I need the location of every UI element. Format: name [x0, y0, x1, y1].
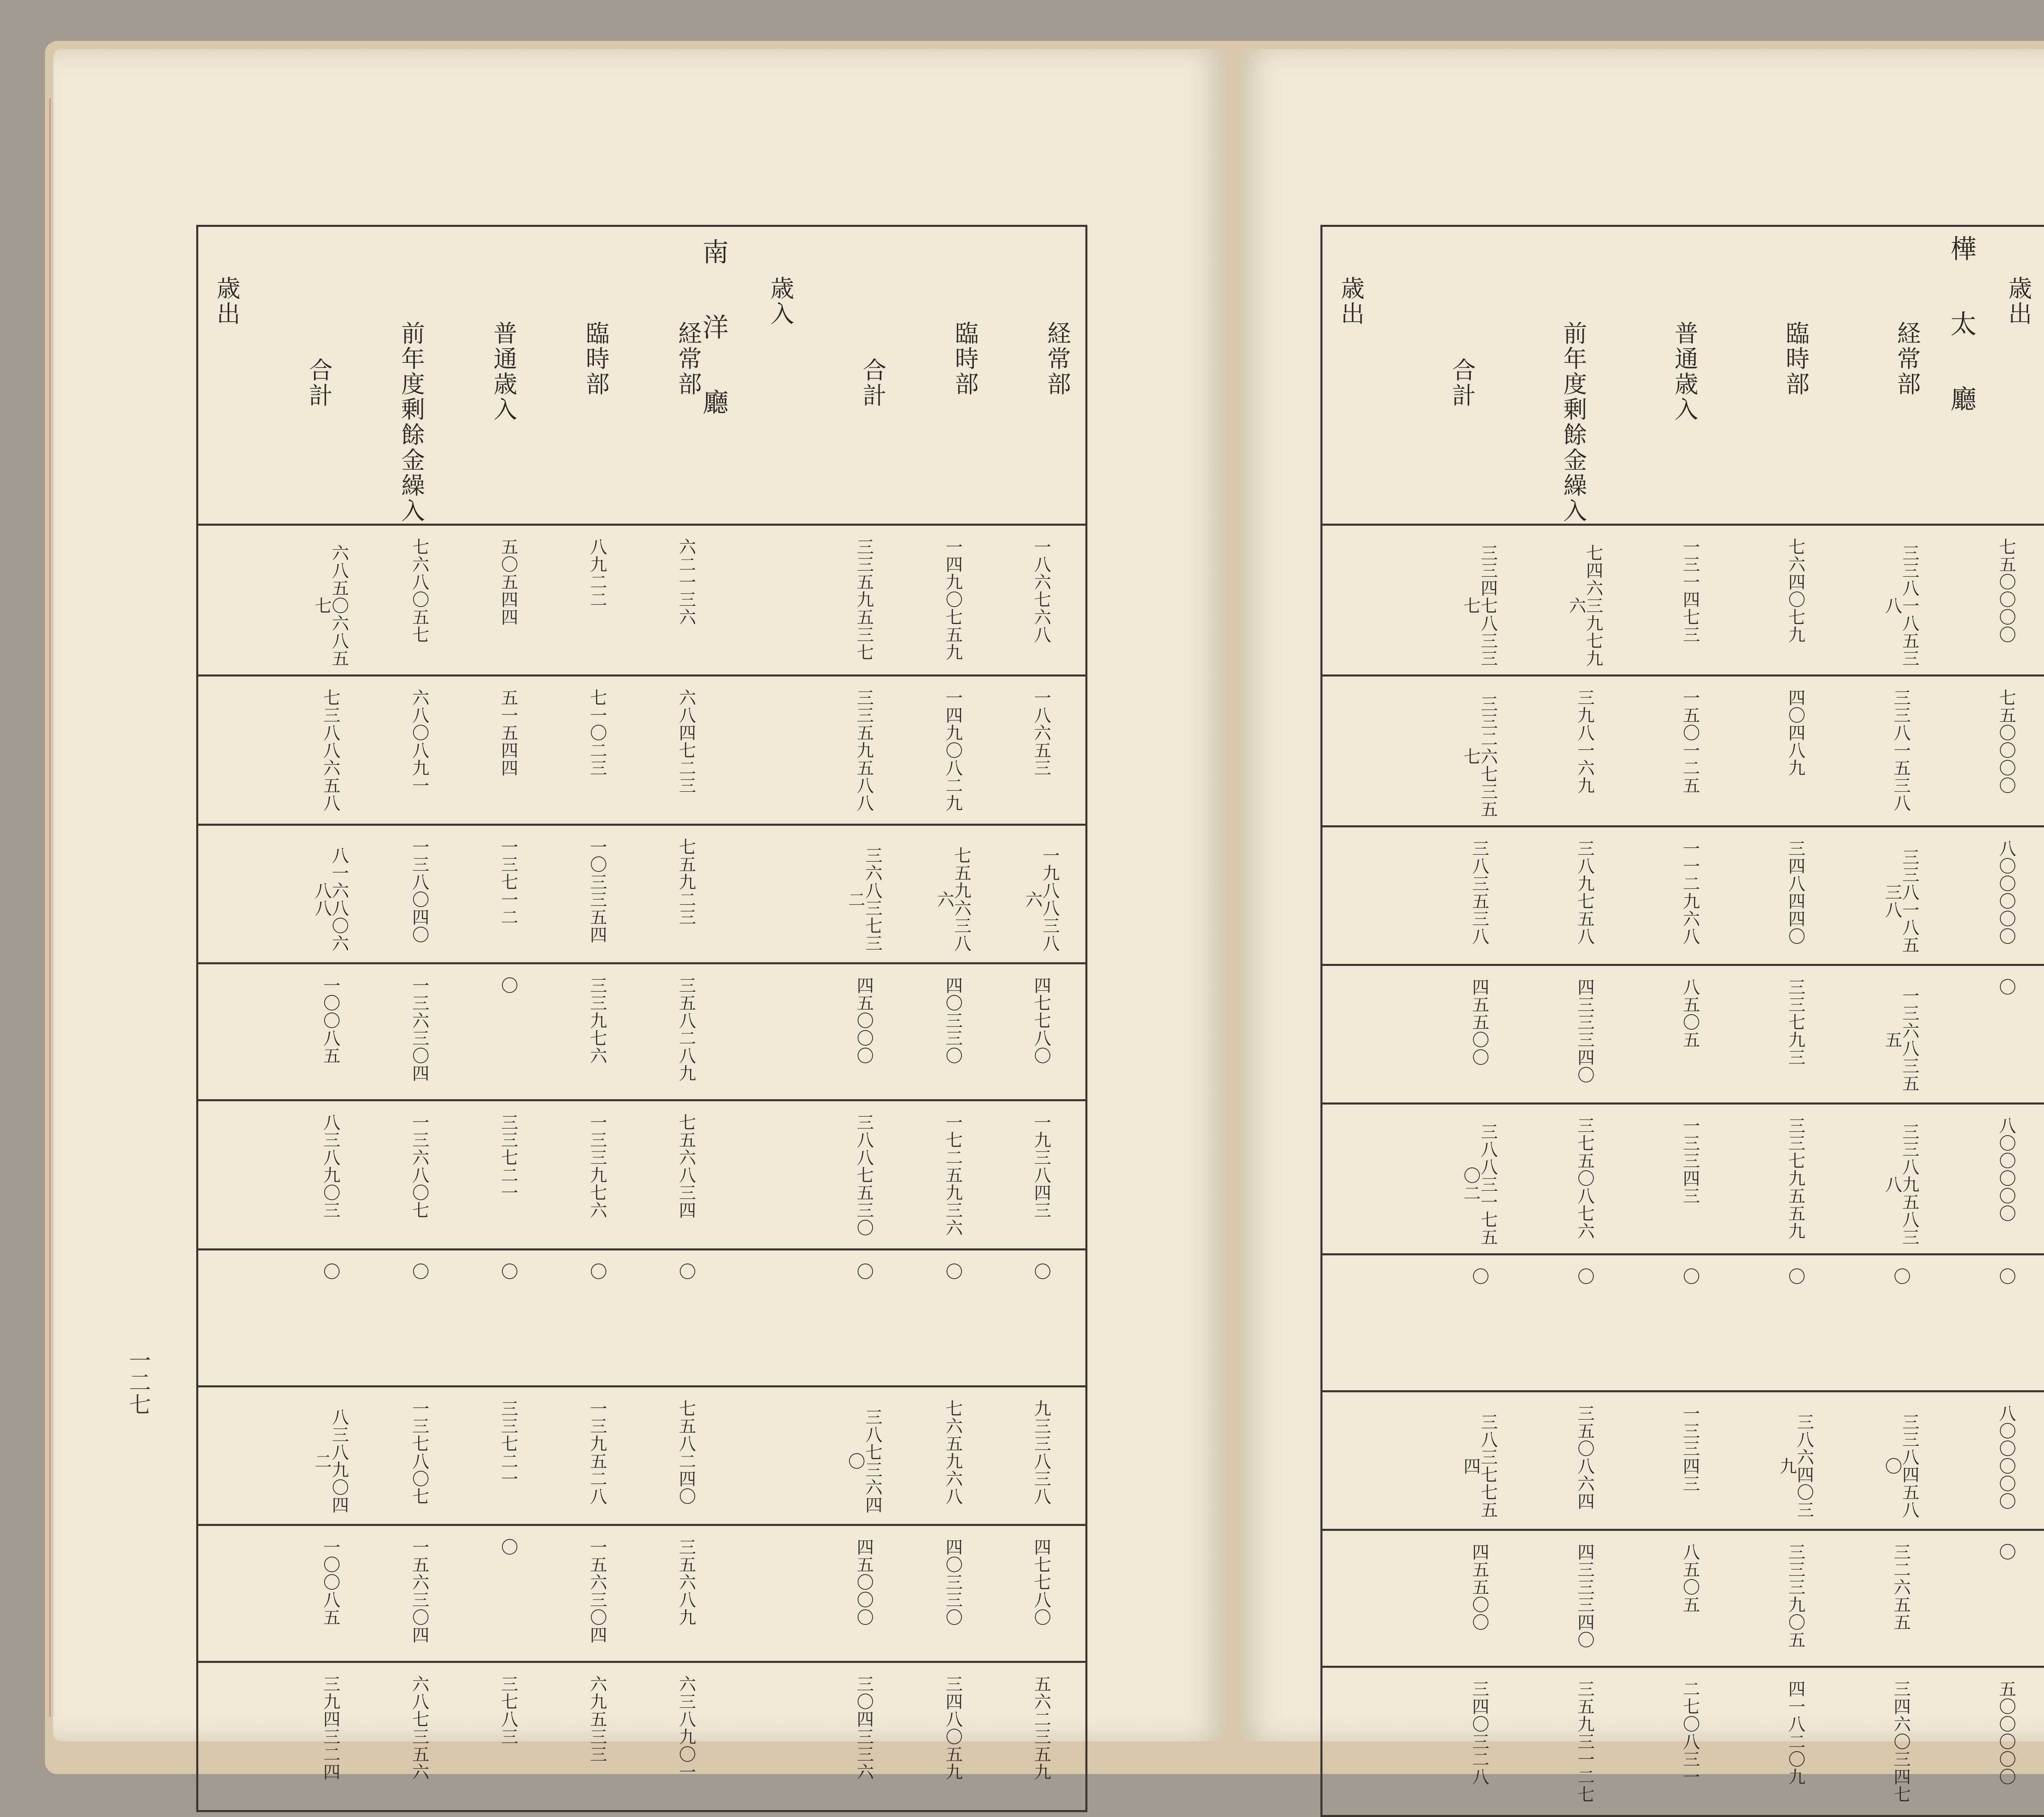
right-table-cell: 三三八四五八〇	[1884, 1405, 1918, 1527]
left-table-cell: 一四九〇七五九	[944, 538, 961, 661]
right-column-head: 歳出	[1339, 276, 1363, 327]
left-table-cell: 六八四七二三	[678, 689, 695, 794]
right-table-cell: 〇	[1998, 978, 2015, 996]
left-table-cell: 一七二五九三六	[944, 1114, 961, 1237]
left-table-cell: 〇	[322, 1263, 339, 1280]
right-table-cell: 三三八一八五三八	[1884, 840, 1918, 962]
left-table-row	[197, 1662, 1087, 1811]
right-table-cell: 三八九七五八	[1576, 840, 1594, 945]
left-table-cell: 一八六五三	[1033, 689, 1050, 777]
right-column-head: 歳出	[2006, 276, 2030, 327]
left-table-row	[197, 1525, 1087, 1662]
right-table-cell: 三三四七八三三七	[1462, 538, 1497, 673]
left-table-cell: 七六五九六八	[944, 1400, 961, 1505]
right-table-row	[1322, 676, 2044, 827]
left-table-cell: 一四九〇八二九	[944, 689, 961, 812]
left-table-cell: 六八五〇六八五七	[314, 538, 348, 673]
left-table-cell: 三八七三六四〇	[847, 1400, 881, 1522]
right-table-cell: 一三一四七三	[1682, 538, 1699, 643]
left-table-cell: 一三六八〇七	[411, 1114, 428, 1219]
left-table-row	[197, 963, 1087, 1100]
left-table-cell: 九三三八三八	[1033, 1400, 1050, 1505]
left-table-cell: 〇	[500, 977, 517, 994]
right-table-cell: 三三八一八五三八	[1884, 538, 1918, 673]
right-table-cell: 七五〇〇〇〇	[1998, 538, 2015, 643]
left-table-cell: 六三八九〇一	[678, 1675, 695, 1781]
right-table-cell: 三二六五五	[1892, 1543, 1910, 1631]
right-table-cell: 八〇〇〇〇〇	[1998, 1405, 2015, 1510]
left-ledger-table	[196, 225, 1087, 1812]
left-table-cell: 三九四三二四	[322, 1675, 339, 1781]
right-table-row	[1322, 827, 2044, 965]
right-table-row	[1322, 1104, 2044, 1255]
right-table-cell: 四五五〇〇	[1471, 978, 1488, 1066]
left-table-cell: 三三五九五三七	[856, 538, 873, 661]
right-table-cell: 四三三三四〇	[1576, 1543, 1594, 1649]
right-table-row	[1322, 1530, 2044, 1667]
left-column-head: 歳出	[215, 276, 238, 327]
left-table-cell: 七五九二三	[678, 838, 695, 926]
left-table-cell: 〇	[589, 1263, 606, 1280]
left-table-row	[197, 1100, 1087, 1250]
left-page-number: 一二七	[123, 1349, 154, 1415]
left-table-cell: 三八八七五三〇	[856, 1114, 873, 1237]
left-section-title: 南洋廳	[700, 238, 726, 464]
right-table-cell: 三七五〇八七六	[1576, 1117, 1594, 1240]
right-table-cell: 三五九三一二七	[1576, 1680, 1594, 1803]
left-table-cell: 一〇〇八五	[322, 977, 339, 1064]
left-column-head: 普通歳入	[491, 321, 515, 422]
right-table-cell: 八〇〇〇〇〇	[1998, 840, 2015, 945]
left-table-cell: 三六八三七三二	[847, 838, 881, 961]
left-table-cell: 八三八九〇三	[322, 1114, 339, 1219]
left-table-row	[197, 525, 1087, 676]
right-table-cell: 四〇四八九	[1787, 689, 1804, 777]
right-table-cell: 一三三四三	[1682, 1405, 1699, 1492]
right-table-row	[1322, 1391, 2044, 1530]
left-table-cell: 〇	[500, 1263, 517, 1280]
left-table-cell: 〇	[1033, 1263, 1050, 1280]
left-table-cell: 四〇三三〇	[944, 977, 961, 1064]
left-table-cell: 五〇五四四	[500, 538, 517, 626]
right-table-cell: 四一八二〇九	[1787, 1680, 1804, 1786]
left-table-cell: 三三七二一	[500, 1400, 517, 1488]
right-table-cell: 三四〇三二八	[1471, 1680, 1488, 1786]
left-table-cell: 〇	[500, 1538, 517, 1556]
right-column-head: 前年度剰餘金繰入	[1561, 321, 1585, 524]
right-table-cell: 四五五〇〇	[1471, 1543, 1488, 1631]
left-table-row	[197, 1250, 1087, 1387]
right-table-cell: 三三八九五八三八	[1884, 1117, 1918, 1252]
left-table-cell: 一三九五二八	[589, 1400, 606, 1505]
left-table-cell: 七五八二四〇	[678, 1400, 695, 1505]
left-table-cell: 一〇三三五四	[589, 838, 606, 943]
left-column-head: 経常部	[676, 321, 700, 397]
right-table-cell: 三三七九五五九	[1787, 1117, 1804, 1240]
left-column-head: 合計	[307, 358, 331, 408]
left-table-cell: 一八六七六八	[1033, 538, 1050, 643]
right-table-cell: 三四八四四〇	[1787, 840, 1804, 945]
left-table-cell: 八一六八〇六八八	[314, 838, 348, 961]
right-page	[1239, 49, 2044, 1741]
left-table-cell: 六八七三五六	[411, 1675, 428, 1781]
left-table-cell: 四七七八〇	[1033, 977, 1050, 1064]
left-table-cell: 一三三九七六	[589, 1114, 606, 1219]
right-section-title: 樺太廳	[1948, 235, 1974, 461]
left-table-cell: 〇	[678, 1263, 695, 1280]
right-table-cell: 〇	[1787, 1268, 1804, 1285]
right-table-cell: 五〇〇〇〇〇	[1998, 1680, 2015, 1786]
left-table-cell: 四五〇〇〇	[856, 1538, 873, 1626]
left-header-cell	[197, 226, 1087, 525]
right-table-cell: 〇	[1998, 1268, 2015, 1285]
left-column-head: 臨時部	[953, 321, 977, 397]
left-table-cell: 四七七八〇	[1033, 1538, 1050, 1626]
right-header-cell	[1322, 226, 2044, 525]
right-ledger-table	[1320, 225, 2044, 1817]
left-table-cell: 一五六三〇四	[411, 1538, 428, 1644]
left-table-cell: 〇	[944, 1263, 961, 1280]
left-table-cell: 七六八〇五七	[411, 538, 428, 643]
left-table-cell: 三三九七六	[589, 977, 606, 1064]
left-table-cell: 六九五三三	[589, 1675, 606, 1763]
right-table-cell: 三三三九〇五	[1787, 1543, 1804, 1649]
left-table-cell: 五一五四四	[500, 689, 517, 777]
left-table-cell: 五六二三五九	[1033, 1675, 1050, 1781]
left-table-cell: 三五六八九	[678, 1538, 695, 1626]
right-table-cell: 七四六三九七九六	[1568, 538, 1602, 673]
right-column-head: 臨時部	[1784, 321, 1808, 397]
right-column-head: 合計	[1450, 358, 1474, 408]
left-table-cell: 七五六八三四	[678, 1114, 695, 1219]
right-table-row	[1322, 1255, 2044, 1391]
left-table-cell: 一三六三〇四	[411, 977, 428, 1082]
left-table-cell: 〇	[856, 1263, 873, 1280]
right-table-cell: 〇	[1576, 1268, 1594, 1285]
left-table-cell: 一五六三〇四	[589, 1538, 606, 1644]
left-table-cell: 三四八〇五九	[944, 1675, 961, 1781]
right-column-head: 経常部	[1895, 321, 1919, 397]
right-table-cell: 一五〇一二五	[1682, 689, 1699, 794]
left-column-head: 合計	[861, 358, 884, 408]
left-table-cell: 四〇三三〇	[944, 1538, 961, 1626]
left-table-cell: 三五八二八九	[678, 977, 695, 1082]
right-table-cell: 七五〇〇〇〇	[1998, 689, 2015, 794]
left-table-cell: 一〇〇八五	[322, 1538, 339, 1626]
left-table-cell: 四五〇〇〇	[856, 977, 873, 1064]
right-table-cell: 〇	[1682, 1268, 1699, 1285]
left-table-cell: 八九二二	[589, 538, 606, 608]
left-table-cell: 一三七一二	[500, 838, 517, 926]
right-table-row	[1322, 965, 2044, 1104]
left-table-cell: 六二一三六	[678, 538, 695, 626]
right-table-cell: 八五〇五	[1682, 1543, 1699, 1613]
left-table-cell: 七三八八六五八	[322, 689, 339, 812]
left-page	[53, 49, 1226, 1741]
left-table-row	[197, 825, 1087, 963]
left-table-cell: 一三八〇四〇	[411, 838, 428, 943]
left-column-head: 経常部	[1045, 321, 1069, 397]
right-table-cell: 三五〇八六四	[1576, 1405, 1594, 1510]
left-table-cell: 一九八八三八六	[1024, 838, 1059, 961]
left-table-cell: 七一〇二三	[589, 689, 606, 777]
right-table-cell: 三八三七七五四	[1462, 1405, 1497, 1527]
left-table-cell: 三三七二一	[500, 1114, 517, 1201]
right-table-cell: 三八八三一七五〇二	[1462, 1117, 1497, 1252]
right-table-cell: 四三三三四〇	[1576, 978, 1594, 1084]
right-table-cell: 三三八一五三八	[1892, 689, 1910, 812]
right-table-row	[1322, 1667, 2044, 1816]
right-column-head: 普通歳入	[1672, 321, 1696, 422]
left-table-row	[197, 676, 1087, 825]
right-table-cell: 一一二九六八	[1682, 840, 1699, 945]
left-table-cell: 三七八三	[500, 1675, 517, 1745]
right-table-cell: 三八六四〇三九	[1778, 1405, 1813, 1527]
right-table-cell: 三三七九三	[1787, 978, 1804, 1066]
right-table-cell: 三九八一六九	[1576, 689, 1594, 794]
left-table-cell: 三三五九五八八	[856, 689, 873, 812]
left-table-row	[197, 1387, 1087, 1525]
left-table-cell: 七五九六三八六	[936, 838, 970, 961]
left-column-head: 歳入	[769, 276, 792, 327]
right-table-cell: 〇	[1998, 1543, 2015, 1561]
right-table-cell: 七六四〇七九	[1787, 538, 1804, 643]
right-table-row	[1322, 525, 2044, 676]
left-table-cell: 〇	[411, 1263, 428, 1280]
right-table-cell: 〇	[1892, 1268, 1910, 1285]
left-table-cell: 六八〇八九一	[411, 689, 428, 794]
right-table-cell: 三三二六七三五七	[1462, 689, 1497, 824]
left-column-head: 前年度剰餘金繰入	[399, 321, 423, 524]
left-column-head: 臨時部	[584, 321, 607, 397]
left-table-cell: 一三七八〇七	[411, 1400, 428, 1505]
left-table-cell: 八三八九〇四二	[314, 1400, 348, 1522]
right-table-cell: 〇	[1471, 1268, 1488, 1285]
left-table-cell: 三〇四三三六	[856, 1675, 873, 1781]
left-table-cell: 一九三八四三	[1033, 1114, 1050, 1219]
right-table-cell: 八五〇五	[1682, 978, 1699, 1049]
right-table-cell: 二七〇八三一	[1682, 1680, 1699, 1786]
right-table-cell: 八〇〇〇〇〇	[1998, 1117, 2015, 1222]
right-table-cell: 三八三五三八	[1471, 840, 1488, 945]
right-table-cell: 三四六〇三四七	[1892, 1680, 1910, 1803]
right-table-cell: 一三六八三五五	[1884, 978, 1918, 1101]
right-table-cell: 一三三四三	[1682, 1117, 1699, 1205]
